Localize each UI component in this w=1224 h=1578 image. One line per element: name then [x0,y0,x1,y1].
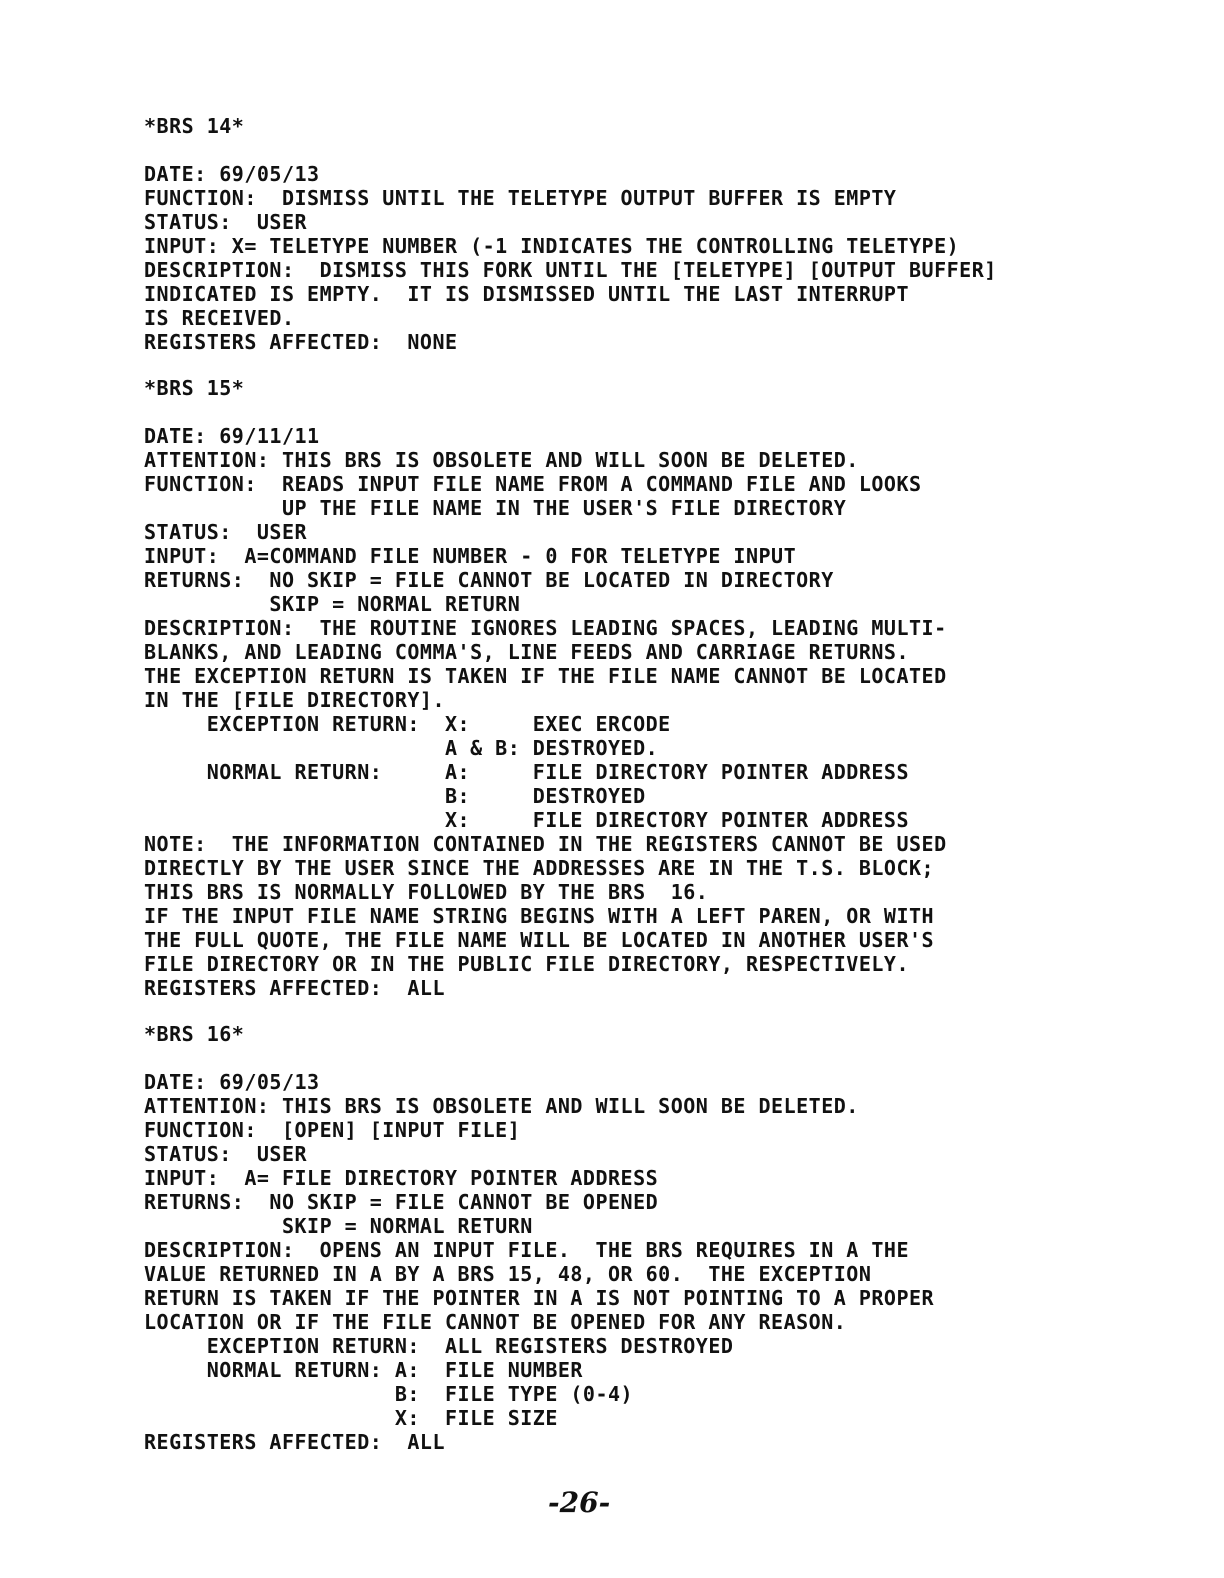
text-line: FUNCTION: DISMISS UNTIL THE TELETYPE OUTPUT BUFFER IS EMPTY [144,186,897,210]
page-number: -26- [548,1486,611,1519]
text-line: THE EXCEPTION RETURN IS TAKEN IF THE FILE NAME CANNOT BE LOCATED [144,664,947,688]
text-line: EXCEPTION RETURN: ALL REGISTERS DESTROYED [144,1334,734,1358]
text-line: REGISTERS AFFECTED: NONE [144,330,458,354]
text-line: STATUS: USER [144,1142,308,1166]
text-line: IF THE INPUT FILE NAME STRING BEGINS WITH A LEFT PAREN, OR WITH [144,904,935,928]
text-line: IN THE [FILE DIRECTORY]. [144,688,445,712]
text-line: REGISTERS AFFECTED: ALL [144,976,445,1000]
text-line: THE FULL QUOTE, THE FILE NAME WILL BE LOCATED IN ANOTHER USER'S [144,928,935,952]
text-line: DATE: 69/11/11 [144,424,320,448]
text-line: UP THE FILE NAME IN THE USER'S FILE DIRECTORY [144,496,847,520]
text-line: FUNCTION: [OPEN] [INPUT FILE] [144,1118,521,1142]
text-line: DESCRIPTION: THE ROUTINE IGNORES LEADING SPACES, LEADING MULTI- [144,616,947,640]
text-line: DESCRIPTION: DISMISS THIS FORK UNTIL THE [TELETYPE] [OUTPUT BUFFER] [144,258,997,282]
text-line: B: DESTROYED [144,784,646,808]
text-line: RETURN IS TAKEN IF THE POINTER IN A IS NOT POINTING TO A PROPER [144,1286,935,1310]
text-line: A & B: DESTROYED. [144,736,659,760]
section-heading: *BRS 15* [144,376,245,400]
text-line: RETURNS: NO SKIP = FILE CANNOT BE OPENED [144,1190,659,1214]
text-line: X: FILE SIZE [144,1406,558,1430]
text-line: INDICATED IS EMPTY. IT IS DISMISSED UNTIL THE LAST INTERRUPT [144,282,910,306]
text-line: THIS BRS IS NORMALLY FOLLOWED BY THE BRS 16. [144,880,709,904]
text-line: DIRECTLY BY THE USER SINCE THE ADDRESSES ARE IN THE T.S. BLOCK; [144,856,935,880]
text-line: NORMAL RETURN: A: FILE NUMBER [144,1358,583,1382]
brs-14-section [144,114,997,354]
text-line: ATTENTION: THIS BRS IS OBSOLETE AND WILL SOON BE DELETED. [144,1094,859,1118]
text-line: DATE: 69/05/13 [144,1070,320,1094]
text-line: IS RECEIVED. [144,306,295,330]
text-line: B: FILE TYPE (0-4) [144,1382,634,1406]
text-line: REGISTERS AFFECTED: ALL [144,1430,445,1454]
text-line: BLANKS, AND LEADING COMMA'S, LINE FEEDS AND CARRIAGE RETURNS. [144,640,910,664]
text-line: STATUS: USER [144,210,308,234]
text-line: INPUT: A= FILE DIRECTORY POINTER ADDRESS [144,1166,659,1190]
text-line: X: FILE DIRECTORY POINTER ADDRESS [144,808,910,832]
section-heading: *BRS 14* [144,114,245,138]
text-line: INPUT: A=COMMAND FILE NUMBER - 0 FOR TELETYPE INPUT [144,544,797,568]
text-line: FILE DIRECTORY OR IN THE PUBLIC FILE DIRECTORY, RESPECTIVELY. [144,952,910,976]
text-line: INPUT: X= TELETYPE NUMBER (-1 INDICATES THE CONTROLLING TELETYPE) [144,234,960,258]
text-line: NOTE: THE INFORMATION CONTAINED IN THE REGISTERS CANNOT BE USED [144,832,947,856]
text-line: SKIP = NORMAL RETURN [144,592,521,616]
brs-15-section [144,376,947,1000]
text-line: SKIP = NORMAL RETURN [144,1214,533,1238]
text-line: STATUS: USER [144,520,308,544]
section-heading: *BRS 16* [144,1022,245,1046]
text-line: ATTENTION: THIS BRS IS OBSOLETE AND WILL SOON BE DELETED. [144,448,859,472]
text-line: LOCATION OR IF THE FILE CANNOT BE OPENED FOR ANY REASON. [144,1310,847,1334]
text-line: EXCEPTION RETURN: X: EXEC ERCODE [144,712,671,736]
text-line: FUNCTION: READS INPUT FILE NAME FROM A COMMAND FILE AND LOOKS [144,472,922,496]
text-line: NORMAL RETURN: A: FILE DIRECTORY POINTER ADDRESS [144,760,910,784]
text-line: DESCRIPTION: OPENS AN INPUT FILE. THE BRS REQUIRES IN A THE [144,1238,910,1262]
text-line: RETURNS: NO SKIP = FILE CANNOT BE LOCATED IN DIRECTORY [144,568,834,592]
brs-16-section [144,1022,934,1454]
text-line: DATE: 69/05/13 [144,162,320,186]
text-line: VALUE RETURNED IN A BY A BRS 15, 48, OR 60. THE EXCEPTION [144,1262,872,1286]
